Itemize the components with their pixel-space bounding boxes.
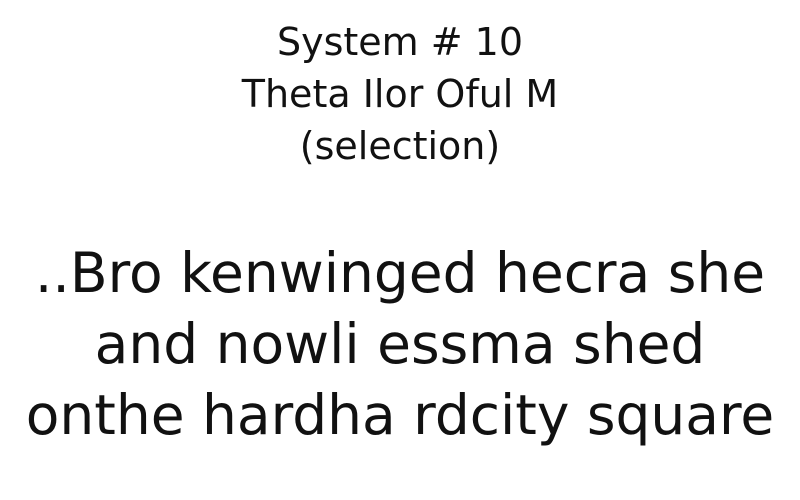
body-text <box>0 238 800 451</box>
body-line-3: onthe hardha rdcity square <box>25 383 775 447</box>
selection-note: (selection) <box>299 124 501 168</box>
body-line-2: and nowli essma shed <box>94 312 706 376</box>
body-line-1: ..Bro kenwinged hecra she <box>34 241 766 305</box>
system-name: Theta Ilor Oful M <box>241 72 559 116</box>
document-header <box>0 16 800 172</box>
system-label: System # 10 <box>276 20 524 64</box>
